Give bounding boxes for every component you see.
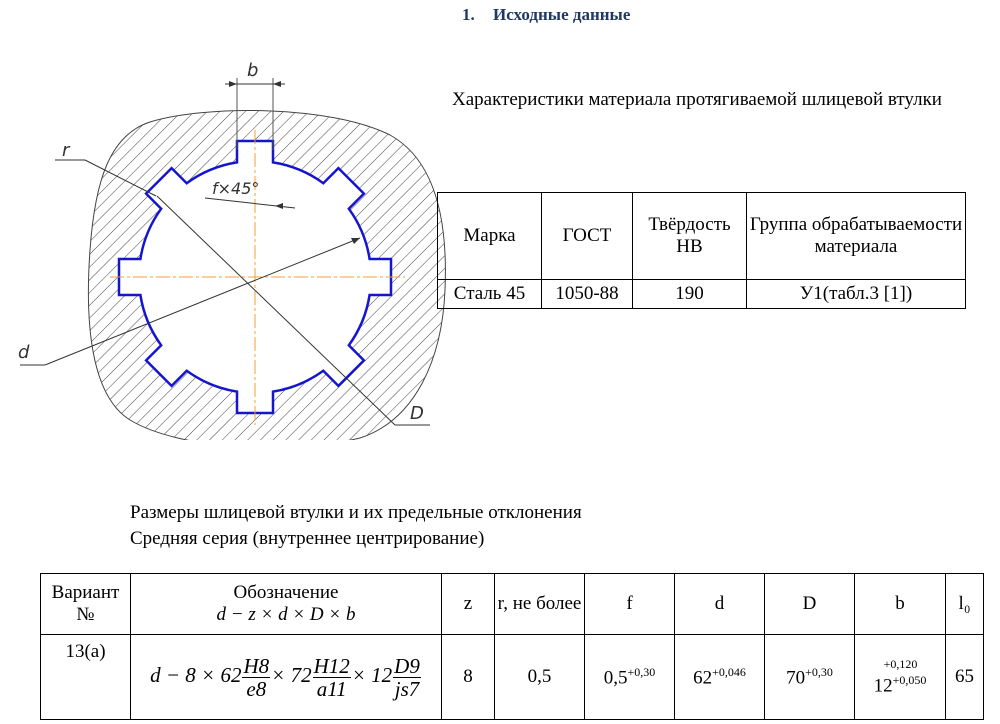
- header-cell: Твёрдость НВ: [633, 193, 747, 280]
- dimensions-table: [40, 573, 984, 720]
- header-d: d: [675, 574, 765, 635]
- b-value: 12: [873, 675, 893, 697]
- cell-b: [855, 635, 946, 720]
- D-value: 70: [786, 667, 806, 689]
- fraction-numerator: H8: [243, 653, 270, 678]
- b-tolerance-lower: +0,050: [892, 673, 927, 688]
- f-value: 0,5: [603, 667, 628, 689]
- header-D: D: [765, 574, 855, 635]
- cell-r: 0,5: [495, 635, 585, 720]
- cell-D: [765, 635, 855, 720]
- label-r: r: [62, 140, 70, 161]
- header-r: r, не более: [495, 574, 585, 635]
- header-designation: [131, 574, 442, 635]
- cell-hardness: 190: [633, 280, 747, 309]
- label-d: d: [18, 342, 30, 363]
- designation-formula: d − z × d × D × b: [216, 604, 356, 625]
- header-cell: Марка: [438, 193, 542, 280]
- d-tolerance: +0,046: [712, 664, 746, 679]
- fit-fraction-1: [242, 655, 270, 700]
- fraction-denominator: a11: [316, 676, 347, 701]
- b-value-with-tolerance: [873, 656, 927, 697]
- header-z: z: [442, 574, 495, 635]
- formula-prefix: d − 8 × 62: [150, 662, 242, 687]
- dimensions-caption: [130, 500, 582, 552]
- formula-mid-2: × 12: [351, 662, 393, 687]
- cell-gost: 1050-88: [542, 280, 633, 309]
- cell-formula: [131, 635, 442, 720]
- f-tolerance: +0,30: [627, 664, 656, 679]
- D-tolerance: +0,30: [805, 664, 833, 679]
- fit-fraction-2: [313, 655, 351, 700]
- table-header-row: [438, 193, 966, 280]
- fraction-numerator: D9: [394, 653, 420, 678]
- section-number: 1.: [462, 5, 475, 24]
- header-variant: Вариант №: [41, 574, 131, 635]
- cell-f: [585, 635, 675, 720]
- header-l0: l₀: [946, 574, 984, 635]
- header-b: b: [855, 574, 946, 635]
- label-b: b: [247, 60, 259, 81]
- formula-mid-1: × 72: [271, 662, 312, 687]
- cell-machinability: У1(табл.3 [1]): [747, 280, 966, 309]
- spline-bushing-drawing: [0, 40, 450, 440]
- header-cell: Группа обрабатываемости материала: [747, 193, 966, 280]
- cell-d: [675, 635, 765, 720]
- fraction-denominator: e8: [246, 676, 267, 701]
- d-value: 62: [693, 667, 713, 689]
- section-title: Исходные данные: [493, 5, 631, 24]
- label-D: D: [410, 403, 424, 424]
- material-table: [437, 192, 966, 309]
- b-tolerance-upper: +0,120: [883, 657, 918, 672]
- fraction-numerator: H12: [313, 653, 350, 678]
- caption-line-1: Размеры шлицевой втулки и их предельные отклонения: [130, 502, 582, 523]
- table-header-row: [41, 574, 984, 635]
- section-heading: [462, 5, 630, 25]
- designation-label: Обозначение: [233, 582, 339, 603]
- cell-grade: Сталь 45: [438, 280, 542, 309]
- designation-full-formula: [150, 653, 422, 701]
- cell-l0: 65: [946, 635, 984, 720]
- table-row: [438, 280, 966, 309]
- label-chamfer: f×45°: [212, 179, 260, 198]
- cell-variant: 13(а): [41, 635, 131, 720]
- header-f: f: [585, 574, 675, 635]
- material-caption: Характеристики материала протягиваемой шлицевой втулки: [452, 89, 942, 110]
- header-cell: ГОСТ: [542, 193, 633, 280]
- table-row: [41, 635, 984, 720]
- fit-fraction-3: [393, 655, 421, 700]
- cell-z: 8: [442, 635, 495, 720]
- caption-line-2: Средняя серия (внутреннее центрирование): [130, 528, 485, 549]
- fraction-denominator: js7: [394, 676, 420, 701]
